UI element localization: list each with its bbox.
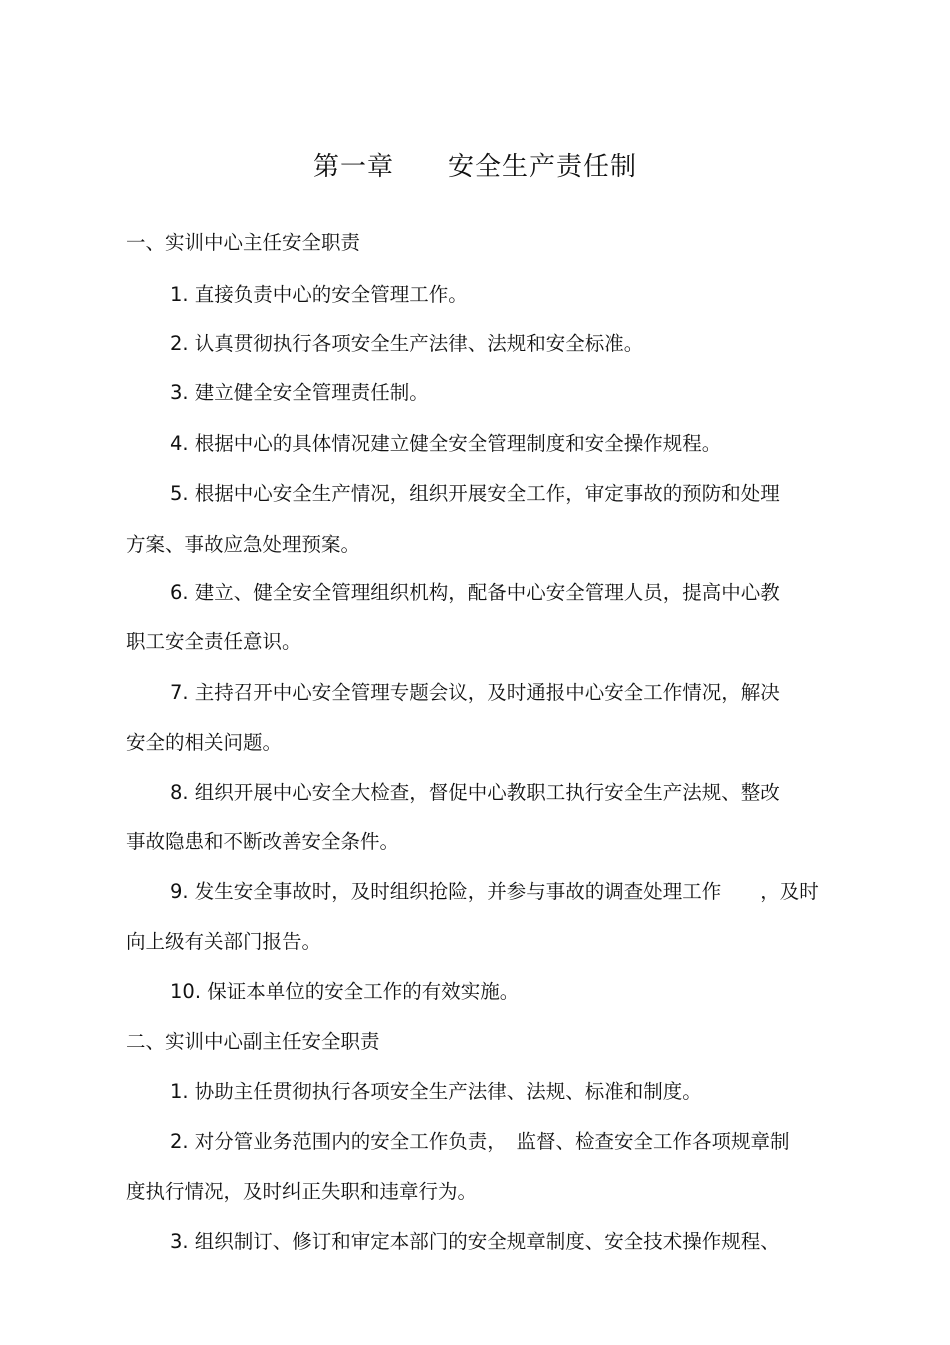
list-item: 5. 根据中心安全生产情况，组织开展安全工作，审定事故的预防和处理 — [170, 482, 780, 505]
list-item-continuation: 方案、事故应急处理预案。 — [126, 533, 361, 556]
list-item-continuation: 事故隐患和不断改善安全条件。 — [126, 830, 400, 853]
list-item: 1. 直接负责中心的安全管理工作。 — [170, 283, 468, 306]
list-item: 1. 协助主任贯彻执行各项安全生产法律、法规、标准和制度。 — [170, 1080, 702, 1103]
list-item-continuation: 安全的相关问题。 — [126, 731, 283, 754]
section-heading: 二、实训中心副主任安全职责 — [126, 1030, 380, 1053]
list-item: 2. 对分管业务范围内的安全工作负责， 监督、检查安全工作各项规章制 — [170, 1130, 790, 1153]
list-item: 6. 建立、健全安全管理组织机构，配备中心安全管理人员，提高中心教 — [170, 581, 780, 604]
list-item: 4. 根据中心的具体情况建立健全安全管理制度和安全操作规程。 — [170, 432, 722, 455]
list-item: 3. 建立健全安全管理责任制。 — [170, 381, 429, 404]
list-item: 8. 组织开展中心安全大检查，督促中心教职工执行安全生产法规、整改 — [170, 781, 780, 804]
section-heading: 一、实训中心主任安全职责 — [126, 231, 361, 254]
list-item: 10. 保证本单位的安全工作的有效实施。 — [170, 980, 520, 1003]
list-item-continuation: 向上级有关部门报告。 — [126, 930, 322, 953]
list-item: 3. 组织制订、修订和审定本部门的安全规章制度、安全技术操作规程、 — [170, 1230, 780, 1253]
list-item: 9. 发生安全事故时，及时组织抢险，并参与事故的调查处理工作 ，及时 — [170, 880, 819, 903]
list-item-continuation: 度执行情况，及时纠正失职和违章行为。 — [126, 1180, 478, 1203]
list-item-continuation: 职工安全责任意识。 — [126, 630, 302, 653]
list-item: 2. 认真贯彻执行各项安全生产法律、法规和安全标准。 — [170, 332, 644, 355]
list-item: 7. 主持召开中心安全管理专题会议，及时通报中心安全工作情况，解决 — [170, 681, 780, 704]
chapter-title: 第一章 安全生产责任制 — [312, 152, 637, 182]
